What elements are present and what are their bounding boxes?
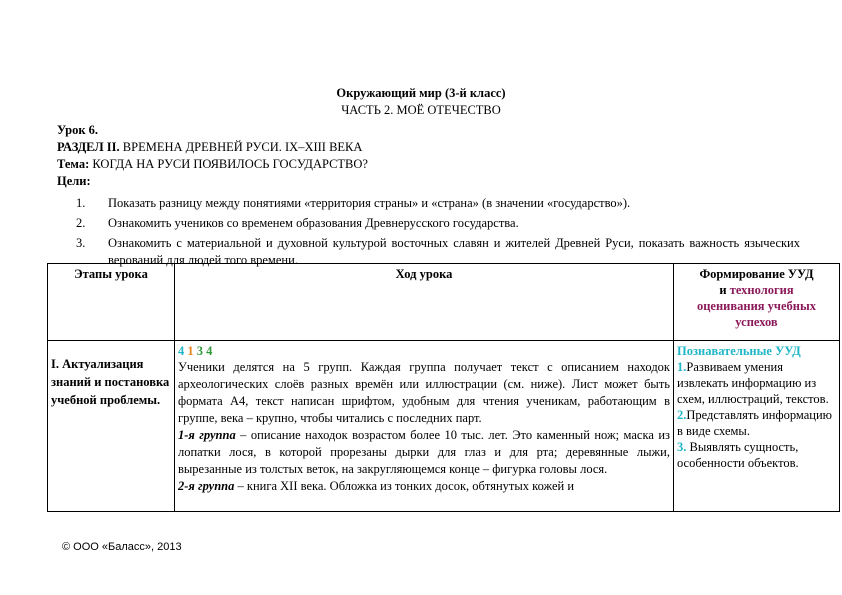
uud-item-text: Развиваем умения извлекать информацию из схем, иллюстраций, текстов. — [677, 360, 829, 406]
copyright-footer: © ООО «Баласс», 2013 — [62, 541, 182, 553]
step-numbers — [178, 343, 670, 359]
uud-title: Познавательные УУД — [677, 344, 801, 358]
step-number: 4 — [206, 344, 213, 358]
step-number: 4 — [178, 344, 185, 358]
lesson-topic — [57, 156, 368, 173]
goal-text: Ознакомить учеников со временем образования Древнерусского государства. — [108, 216, 519, 230]
section-label: РАЗДЕЛ II. — [57, 140, 120, 154]
goals-list — [60, 195, 800, 272]
group-1-text: – описание находок возрастом более 10 тыс. лет. Это каменный нож; маска из лопатки лося, в которой прорезаны дырки для глаз и для рта; деревянные лыжи, вырезанные из толстых веток, на закругляющемся конце – фигурка головы лося. — [178, 428, 670, 476]
goals-heading — [57, 173, 91, 190]
header-uud-6: успехов — [735, 315, 778, 329]
uud-item-number: 3. — [677, 440, 687, 454]
step-number: 3 — [196, 344, 203, 358]
group-1-label: 1-я группа — [178, 428, 236, 442]
lesson-table — [47, 263, 840, 512]
uud-item-number: 2. — [677, 408, 687, 422]
document-title: Окружающий мир (3-й класс) — [336, 86, 506, 100]
topic-text: КОГДА НА РУСИ ПОЯВИЛОСЬ ГОСУДАРСТВО? — [92, 157, 368, 171]
document-part: ЧАСТЬ 2. МОЁ ОТЕЧЕСТВО — [341, 103, 501, 117]
uud-item — [677, 407, 836, 439]
group-2-text: – книга XII века. Обложка из тонких досок, обтянутых кожей и — [234, 479, 575, 493]
table-row — [48, 341, 840, 512]
header-uud-5: оценивания учебных — [696, 299, 816, 313]
course-cell — [175, 341, 674, 512]
goals-label: Цели: — [57, 174, 91, 188]
group-1-paragraph — [178, 427, 670, 478]
header-stages: Этапы урока — [48, 264, 175, 341]
goal-item — [60, 215, 800, 232]
header-uud-1: Формирование — [699, 267, 785, 281]
lesson-number-text: Урок 6. — [57, 123, 99, 137]
lesson-number — [57, 122, 98, 139]
goal-text: Показать разницу между понятиями «территория страны» и «страна» (в значении «государство»). — [108, 196, 631, 210]
group-2-label: 2-я группа — [178, 479, 235, 493]
group-2-paragraph — [178, 478, 670, 495]
table-header-row — [48, 264, 840, 341]
goal-item — [60, 195, 800, 212]
header-uud — [674, 264, 840, 341]
header-uud-3: и — [719, 283, 727, 297]
header-course: Ход урока — [175, 264, 674, 341]
goal-number: 1. — [76, 196, 86, 210]
goal-text: Ознакомить с материальной и духовной культурой восточных славян и жителей Древней Руси, показать важность языческих верований для людей того времени. — [108, 236, 800, 267]
step-number: 1 — [187, 344, 194, 358]
uud-item — [677, 359, 836, 407]
uud-cell — [674, 341, 840, 512]
uud-item-text: Выявлять сущность, особенности объектов. — [677, 440, 799, 470]
section-text: ВРЕМЕНА ДРЕВНЕЙ РУСИ. IX–XIII ВЕКА — [122, 140, 363, 154]
stage-cell: I. Актуализация знаний и постановка учебной проблемы. — [48, 341, 175, 512]
lesson-section — [57, 139, 362, 156]
header-uud-4: технология — [729, 283, 794, 297]
uud-item-text: Представлять информацию в виде схемы. — [677, 408, 832, 438]
goal-number: 3. — [76, 236, 86, 250]
intro-paragraph: Ученики делятся на 5 групп. Каждая группа получает текст с описанием находок археологических слоёв разных времён или иллюстрации (см. ниже). Лист может быть формата А4, текст написан шрифтом, удобным для чтения ученикам, работающим в группе, века – крупно, чтобы читались с последних парт. — [178, 360, 670, 425]
goal-number: 2. — [76, 216, 86, 230]
uud-item-number: 1. — [677, 360, 687, 374]
uud-item — [677, 439, 836, 471]
topic-label: Тема: — [57, 157, 90, 171]
header-uud-2: УУД — [787, 267, 814, 281]
